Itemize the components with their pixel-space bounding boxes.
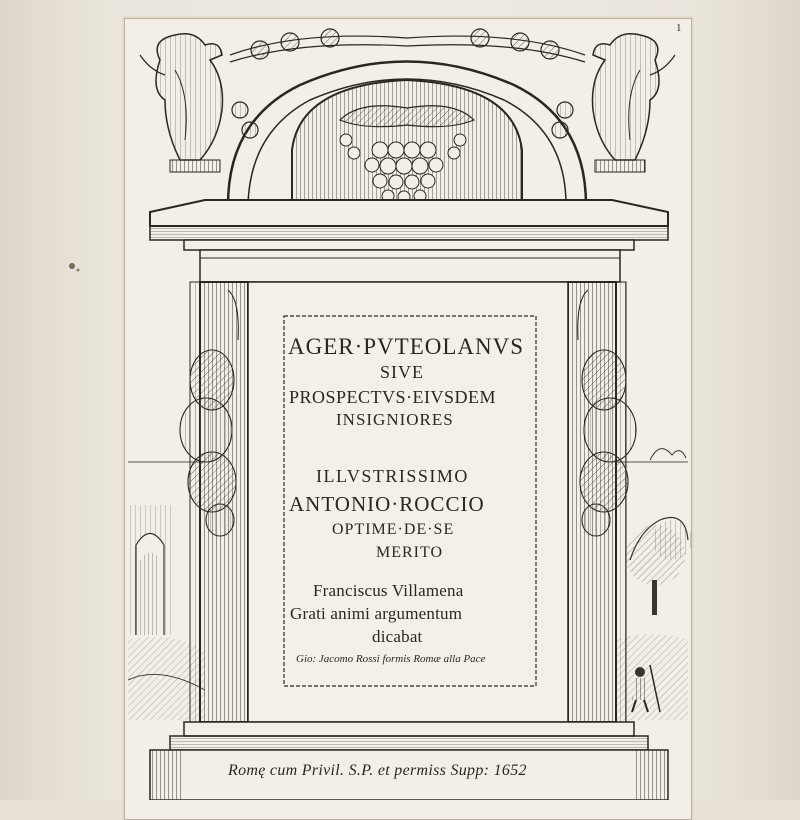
dedication-line-4: MERITO	[376, 544, 444, 561]
paper-stain	[69, 263, 75, 269]
pediment	[228, 62, 586, 216]
title-line-4: INSIGNIORES	[336, 410, 454, 429]
imprint-line: Romę cum Privil. S.P. et permiss Supp: 1652	[228, 762, 527, 779]
eagle-right	[593, 34, 676, 172]
title-line-2: SIVE	[380, 362, 424, 382]
dedication-line-2: ANTONIO·ROCCIO	[289, 492, 485, 516]
publisher-line: Gio: Jacomo Rossi formis Romæ alla Pace	[296, 653, 486, 665]
title-line-1: AGER·PVTEOLANVS	[288, 334, 525, 359]
author-line-2: Grati animi argumentum	[290, 604, 463, 623]
base	[150, 722, 668, 800]
author-line-1: Franciscus Villamena	[313, 581, 464, 600]
author-line-3: dicabat	[372, 627, 423, 646]
title-line-3: PROSPECTVS·EIVSDEM	[289, 387, 497, 407]
dedication-line-3: OPTIME·DE·SE	[332, 521, 455, 538]
eagle-left	[140, 34, 223, 172]
entablature	[150, 200, 668, 282]
dedication-line-1: ILLVSTRISSIMO	[316, 466, 469, 486]
plate-number: 1	[676, 22, 682, 34]
